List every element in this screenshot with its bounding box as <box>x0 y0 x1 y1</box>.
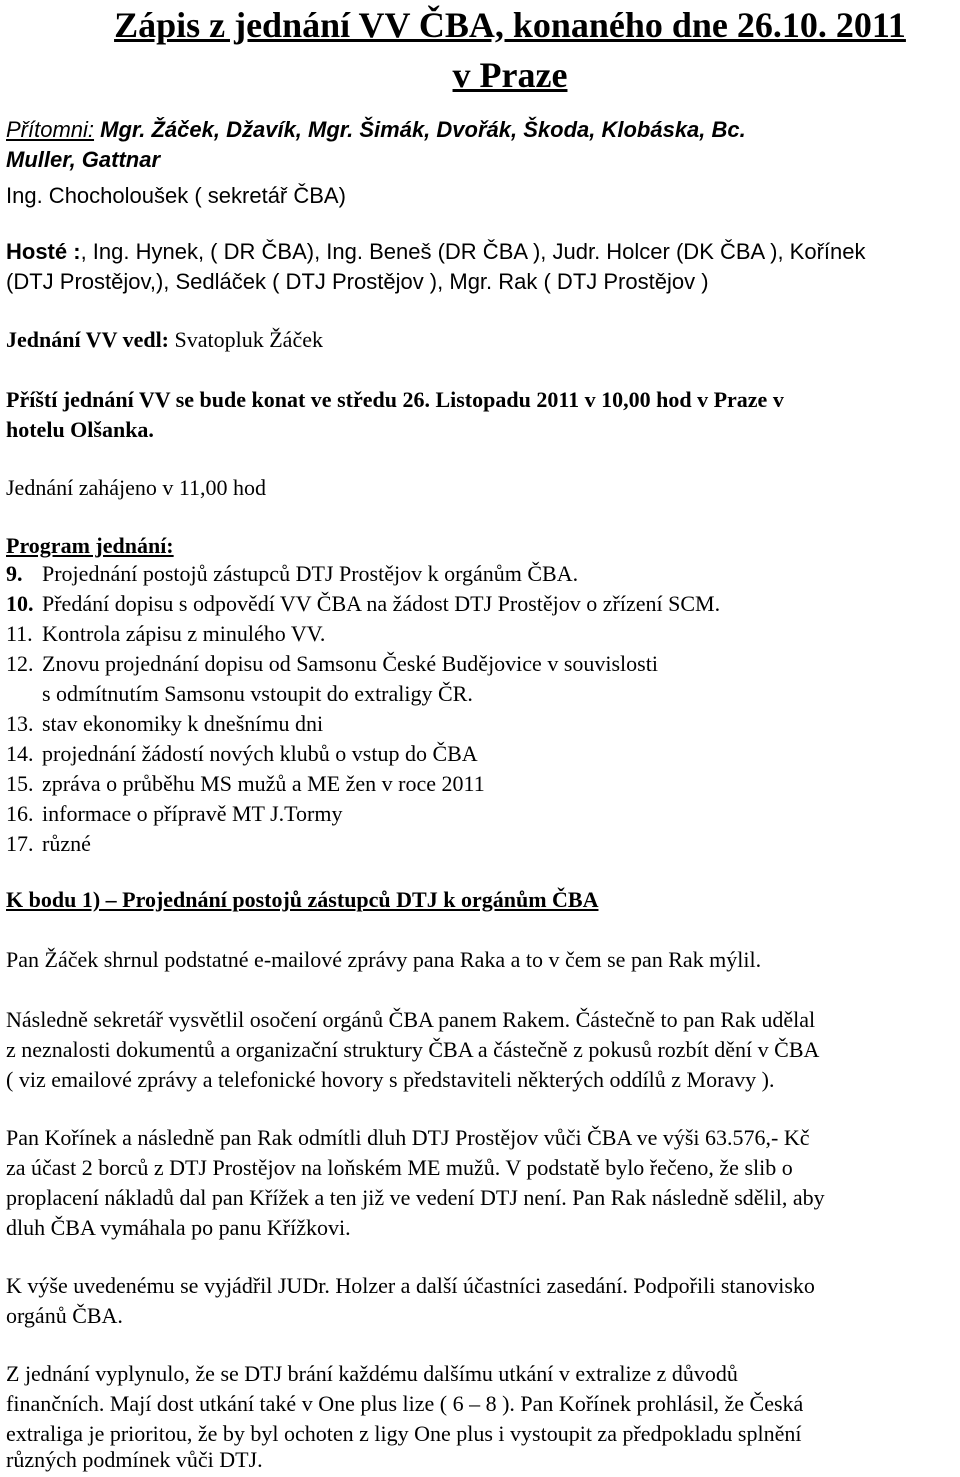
section1-paragraph-1: Pan Žáček shrnul podstatné e-mailové zprávy pana Raka a to v čem se pan Rak mýlil. <box>6 947 762 972</box>
present-names-2: Muller, Gattnar <box>6 147 161 172</box>
section1-p3-line: za účast 2 borců z DTJ Prostějov na loňském ME mužů. V podstatě bylo řečeno, že slib o <box>6 1155 793 1180</box>
title-line-1: Zápis z jednání VV ČBA, konaného dne 26.10. 2011 <box>114 5 906 45</box>
program-item-text: Znovu projednání dopisu od Samsonu České Budějovice v souvislosti <box>42 651 658 676</box>
present-secretary: Ing. Chocholoušek ( sekretář ČBA) <box>6 183 346 208</box>
section1-p2-line: Následně sekretář vysvětlil osočení orgánů ČBA panem Rakem. Částečně to pan Rak udělal <box>6 1007 816 1032</box>
section1-p4-line: K výše uvedenému se vyjádřil JUDr. Holzer a další účastníci zasedání. Podpořili stanovisko <box>6 1273 815 1298</box>
program-item <box>6 590 720 618</box>
present-line-1 <box>6 116 746 144</box>
next-meeting-line-2: hotelu Olšanka. <box>6 417 154 442</box>
program-item-number: 11. <box>6 621 33 646</box>
section1-p3-line: Pan Kořínek a následně pan Rak odmítli dluh DTJ Prostějov vůči ČBA ve výši 63.576,- Kč <box>6 1125 810 1150</box>
present-names-1: Mgr. Žáček, Džavík, Mgr. Šimák, Dvořák, Škoda, Klobáska, Bc. <box>100 117 746 142</box>
section1-p3-line: proplacení nákladů dal pan Křížek a ten již ve vedení DTJ není. Pan Rak následně sdělil, aby <box>6 1185 825 1210</box>
program-item-number: 13. <box>6 711 34 736</box>
program-item-text: zpráva o průběhu MS mužů a ME žen v roce 2011 <box>42 771 485 796</box>
program-item-text: Předání dopisu s odpovědí VV ČBA na žádost DTJ Prostějov o zřízení SCM. <box>42 591 721 616</box>
program-item <box>6 560 578 588</box>
program-item-number: 10. <box>6 591 34 616</box>
section1-p2-line: z neznalosti dokumentů a organizační struktury ČBA a částečně z pokusů rozbít dění v ČBA <box>6 1037 820 1062</box>
program-item-text: stav ekonomiky k dnešnímu dni <box>42 711 324 736</box>
program-item <box>6 800 342 828</box>
section1-p2-line: ( viz emailové zprávy a telefonické hovory s představiteli některých oddílů z Moravy ). <box>6 1067 775 1092</box>
document-title <box>60 0 960 100</box>
program-item-number: 17. <box>6 831 34 856</box>
program-item <box>6 650 658 678</box>
chair-name: Svatopluk Žáček <box>174 327 323 352</box>
section1-p5-line: Z jednání vyplynulo, že se DTJ brání každému dalšímu utkání v extralize z důvodů <box>6 1361 738 1386</box>
title-line-2: v Praze <box>452 55 568 95</box>
program-item-text: informace o přípravě MT J.Tormy <box>42 801 343 826</box>
program-item-number: 14. <box>6 741 34 766</box>
guests-text-1: , Ing. Hynek, ( DR ČBA), Ing. Beneš (DR ČBA ), Judr. Holcer (DK ČBA ), Kořínek <box>80 239 866 264</box>
program-item-text: různé <box>42 831 91 856</box>
program-item-text: Kontrola zápisu z minulého VV. <box>42 621 326 646</box>
program-item-text: s odmítnutím Samsonu vstoupit do extraligy ČR. <box>42 681 473 706</box>
present-label: Přítomni: <box>6 117 95 142</box>
program-item <box>6 710 323 738</box>
program-item-number: 16. <box>6 801 34 826</box>
program-item <box>6 770 485 798</box>
program-item-number: 12. <box>6 651 34 676</box>
section1-p5-line: extraliga je prioritou, že by byl ochoten z ligy One plus i vystoupit za předpokladu splnění <box>6 1421 802 1446</box>
next-meeting-line-1: Příští jednání VV se bude konat ve středu 26. Listopadu 2011 v 10,00 hod v Praze v <box>6 387 784 412</box>
chair-line <box>6 326 323 354</box>
program-item-number: 15. <box>6 771 34 796</box>
program-item <box>6 830 91 858</box>
chair-label: Jednání VV vedl: <box>6 327 170 352</box>
section1-heading: K bodu 1) – Projednání postojů zástupců DTJ k orgánům ČBA <box>6 887 599 912</box>
section1-p5-line: finančních. Mají dost utkání také v One plus lize ( 6 – 8 ). Pan Kořínek prohlásil, že Česká <box>6 1391 804 1416</box>
program-item-number: 9. <box>6 561 23 586</box>
program-item-text: Projednání postojů zástupců DTJ Prostějov k orgánům ČBA. <box>42 561 579 586</box>
program-item-text: projednání žádostí nových klubů o vstup do ČBA <box>42 741 478 766</box>
program-item <box>6 620 325 648</box>
guests-line-2: (DTJ Prostějov,), Sedláček ( DTJ Prostějov ), Mgr. Rak ( DTJ Prostějov ) <box>6 269 709 294</box>
guests-label: Hosté : <box>6 239 81 264</box>
section1-p3-line: dluh ČBA vymáhala po panu Křížkovi. <box>6 1215 351 1240</box>
program-item-continuation <box>6 680 473 708</box>
section1-p5-line: různých podmínek vůči DTJ. <box>6 1447 263 1472</box>
meeting-start: Jednání zahájeno v 11,00 hod <box>6 475 267 500</box>
program-item <box>6 740 478 768</box>
guests-line-1 <box>6 238 865 266</box>
section1-p4-line: orgánů ČBA. <box>6 1303 123 1328</box>
program-heading: Program jednání: <box>6 533 174 558</box>
